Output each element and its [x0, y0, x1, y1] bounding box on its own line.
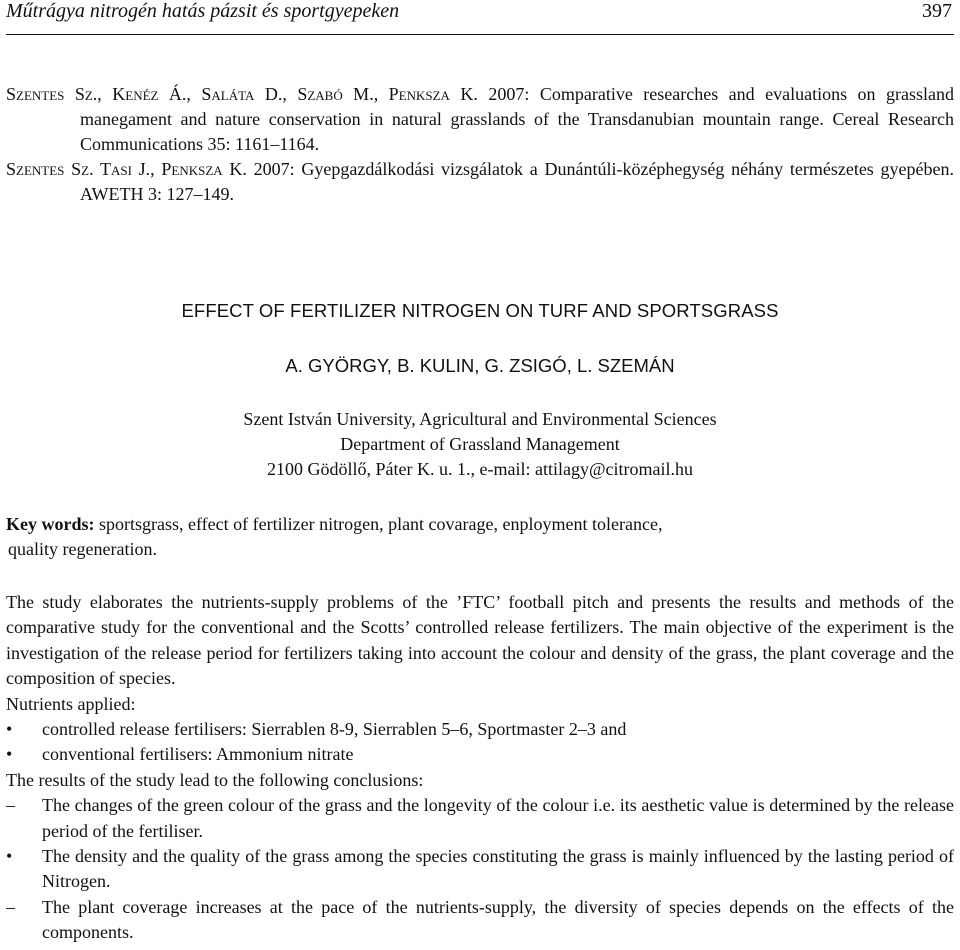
keywords-label: Key words: — [6, 514, 95, 534]
nutrient-item — [6, 742, 954, 767]
dash-icon: – — [6, 795, 15, 816]
affiliation — [0, 407, 960, 482]
bullet-icon: • — [6, 719, 13, 740]
conclusion-item — [6, 793, 954, 844]
reference-list — [6, 82, 954, 207]
conclusion-item — [6, 895, 954, 946]
reference-entry — [6, 82, 954, 157]
conclusions-heading: The results of the study lead to the following conclusions: — [6, 769, 424, 790]
reference-authors: Szentes Sz., Kenéz Á., Saláta D., Szabó M., Penksza K. — [6, 84, 478, 104]
affiliation-line: Szent István University, Agricultural and Environmental Sciences — [243, 409, 717, 429]
reference-authors: Szentes Sz. Tasi J., Penksza K. — [6, 159, 247, 179]
nutrients-heading: Nutrients applied: — [6, 693, 136, 714]
conclusion-text: The plant coverage increases at the pace of the nutrients-supply, the diversity of species depends on the effects of the components. — [42, 896, 954, 943]
reference-text: 2007: Gyepgazdálkodási vizsgálatok a Dunántúli-középhegység néhány természetes gyepében. AWETH 3: 127–149. — [80, 159, 955, 204]
keywords — [6, 512, 906, 562]
abstract-intro: The study elaborates the nutrients-supply problems of the ’FTC’ football pitch and presents the results and methods of the comparative study for the conventional and the Scotts’ controlled release fertilizers. The main objective of the experiment is the investigation of the release period for fertilizers taking into account the colour and density of the grass, the plant coverage and the composition of species. — [6, 592, 954, 689]
running-title: Műtrágya nitrogén hatás pázsit és sportgyepeken — [6, 0, 400, 22]
conclusion-item — [6, 844, 954, 895]
nutrient-text: controlled release fertilisers: Sierrablen 8-9, Sierrablen 5–6, Sportmaster 2–3 and — [42, 719, 627, 740]
bullet-icon: • — [6, 846, 13, 867]
keywords-text: sportsgrass, effect of fertilizer nitrogen, plant covarage, enployment tolerance, — [94, 514, 663, 534]
reference-entry — [6, 157, 954, 207]
nutrient-item — [6, 717, 954, 742]
running-header — [6, 0, 954, 35]
abstract — [6, 590, 954, 946]
paper-title: EFFECT OF FERTILIZER NITROGEN ON TURF AND SPORTSGRASS — [181, 300, 779, 321]
bullet-icon: • — [6, 744, 13, 765]
dash-icon: – — [6, 896, 15, 917]
keywords-text-continued: quality regeneration. — [8, 539, 157, 559]
page-number: 397 — [922, 0, 952, 22]
reference-text: 2007: Comparative researches and evaluations on grassland manegament and nature conservation in natural grasslands of the Transdanubian mountain range. Cereal Research Communications 35: 1161–1164. — [80, 84, 954, 154]
affiliation-line: 2100 Gödöllő, Páter K. u. 1., e-mail: attilagy@citromail.hu — [267, 459, 693, 479]
affiliation-line: Department of Grassland Management — [340, 434, 620, 454]
nutrient-text: conventional fertilisers: Ammonium nitrate — [42, 744, 354, 765]
conclusion-text: The density and the quality of the grass among the species constituting the grass is mainly influenced by the lasting period of Nitrogen. — [42, 846, 954, 892]
paper-authors: A. GYÖRGY, B. KULIN, G. ZSIGÓ, L. SZEMÁN — [285, 355, 675, 376]
conclusion-text: The changes of the green colour of the grass and the longevity of the colour i.e. its aesthetic value is determined by the release period of the fertiliser. — [42, 795, 954, 841]
